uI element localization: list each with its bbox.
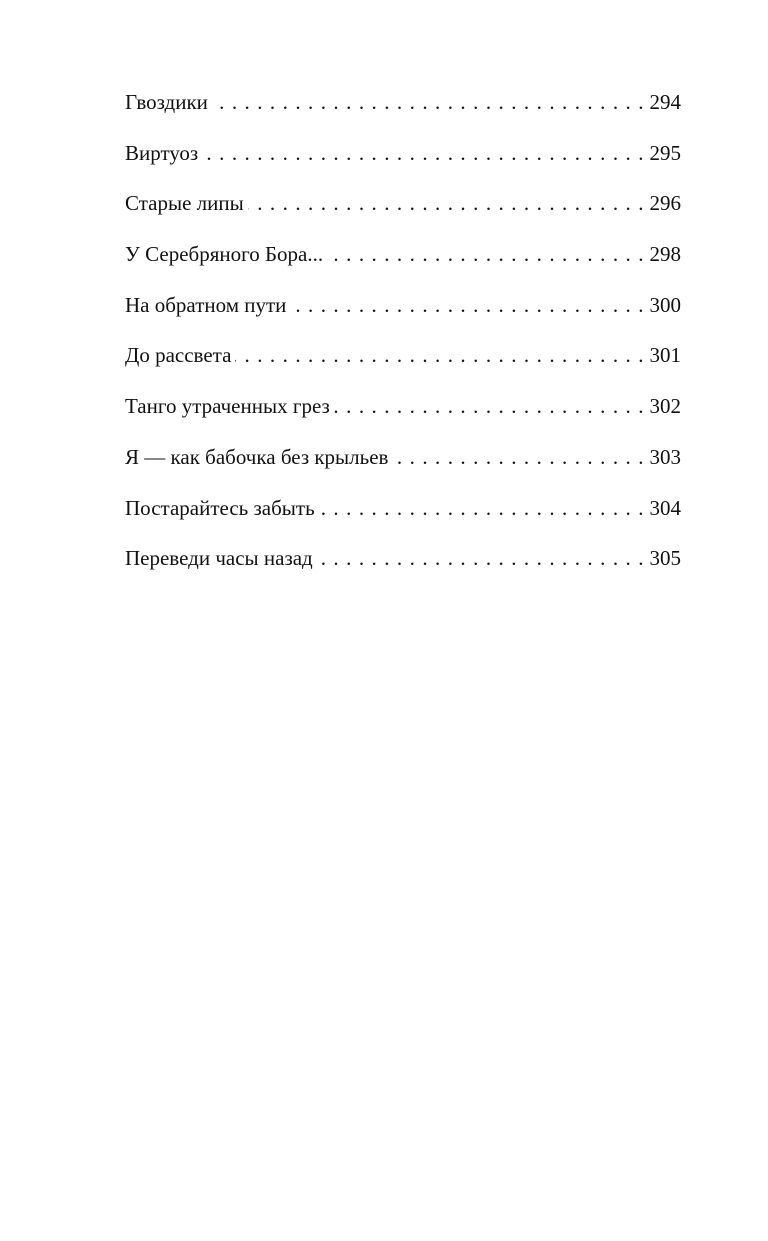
toc-dot-leader [317, 540, 644, 576]
toc-dot-leader [334, 388, 644, 424]
toc-entry [125, 388, 681, 439]
toc-entry [125, 135, 681, 186]
toc-page-number: 294 [649, 90, 681, 114]
toc-dot-leader [202, 135, 643, 171]
toc-dot-leader [235, 337, 643, 373]
toc-entry-title: Постарайтесь забыть [125, 495, 315, 520]
toc-page-number: 303 [649, 444, 681, 469]
toc-dot-leader [319, 490, 644, 526]
toc-entry-title: Старые липы [125, 191, 244, 216]
toc-entry [125, 439, 681, 490]
toc-dot-leader [327, 236, 643, 272]
toc-entry [125, 185, 681, 236]
toc-entry [125, 84, 681, 135]
toc-page-number: 304 [649, 495, 681, 520]
toc-dot-leader [290, 287, 643, 323]
toc-entry-title: Я — как бабочка без крыльев [125, 444, 389, 469]
toc-entry-title: Гвоздики [125, 90, 208, 114]
toc-page-number: 296 [649, 191, 681, 216]
toc-page-number: 301 [649, 343, 681, 368]
toc-entry-title: Танго утраченных грез [125, 394, 330, 419]
toc-entry [125, 337, 681, 388]
toc-page-number: 300 [649, 292, 681, 317]
toc-entry [125, 287, 681, 338]
toc-entry [125, 540, 681, 591]
table-of-contents [125, 84, 681, 591]
toc-entry-title: До рассвета [125, 343, 232, 368]
toc-dot-leader [392, 439, 643, 475]
toc-dot-leader [212, 84, 644, 120]
toc-page-number: 298 [649, 242, 681, 267]
toc-dot-leader [248, 185, 644, 221]
toc-entry-title: У Серебряного Бора... [125, 242, 324, 267]
toc-entry [125, 490, 681, 541]
toc-page-number: 305 [649, 546, 681, 571]
toc-entry [125, 236, 681, 287]
toc-page-number: 295 [649, 140, 681, 165]
toc-entry-title: Переведи часы назад [125, 546, 313, 571]
toc-page-number: 302 [649, 394, 681, 419]
toc-entry-title: На обратном пути [125, 292, 287, 317]
toc-entry-title: Виртуоз [125, 140, 199, 165]
